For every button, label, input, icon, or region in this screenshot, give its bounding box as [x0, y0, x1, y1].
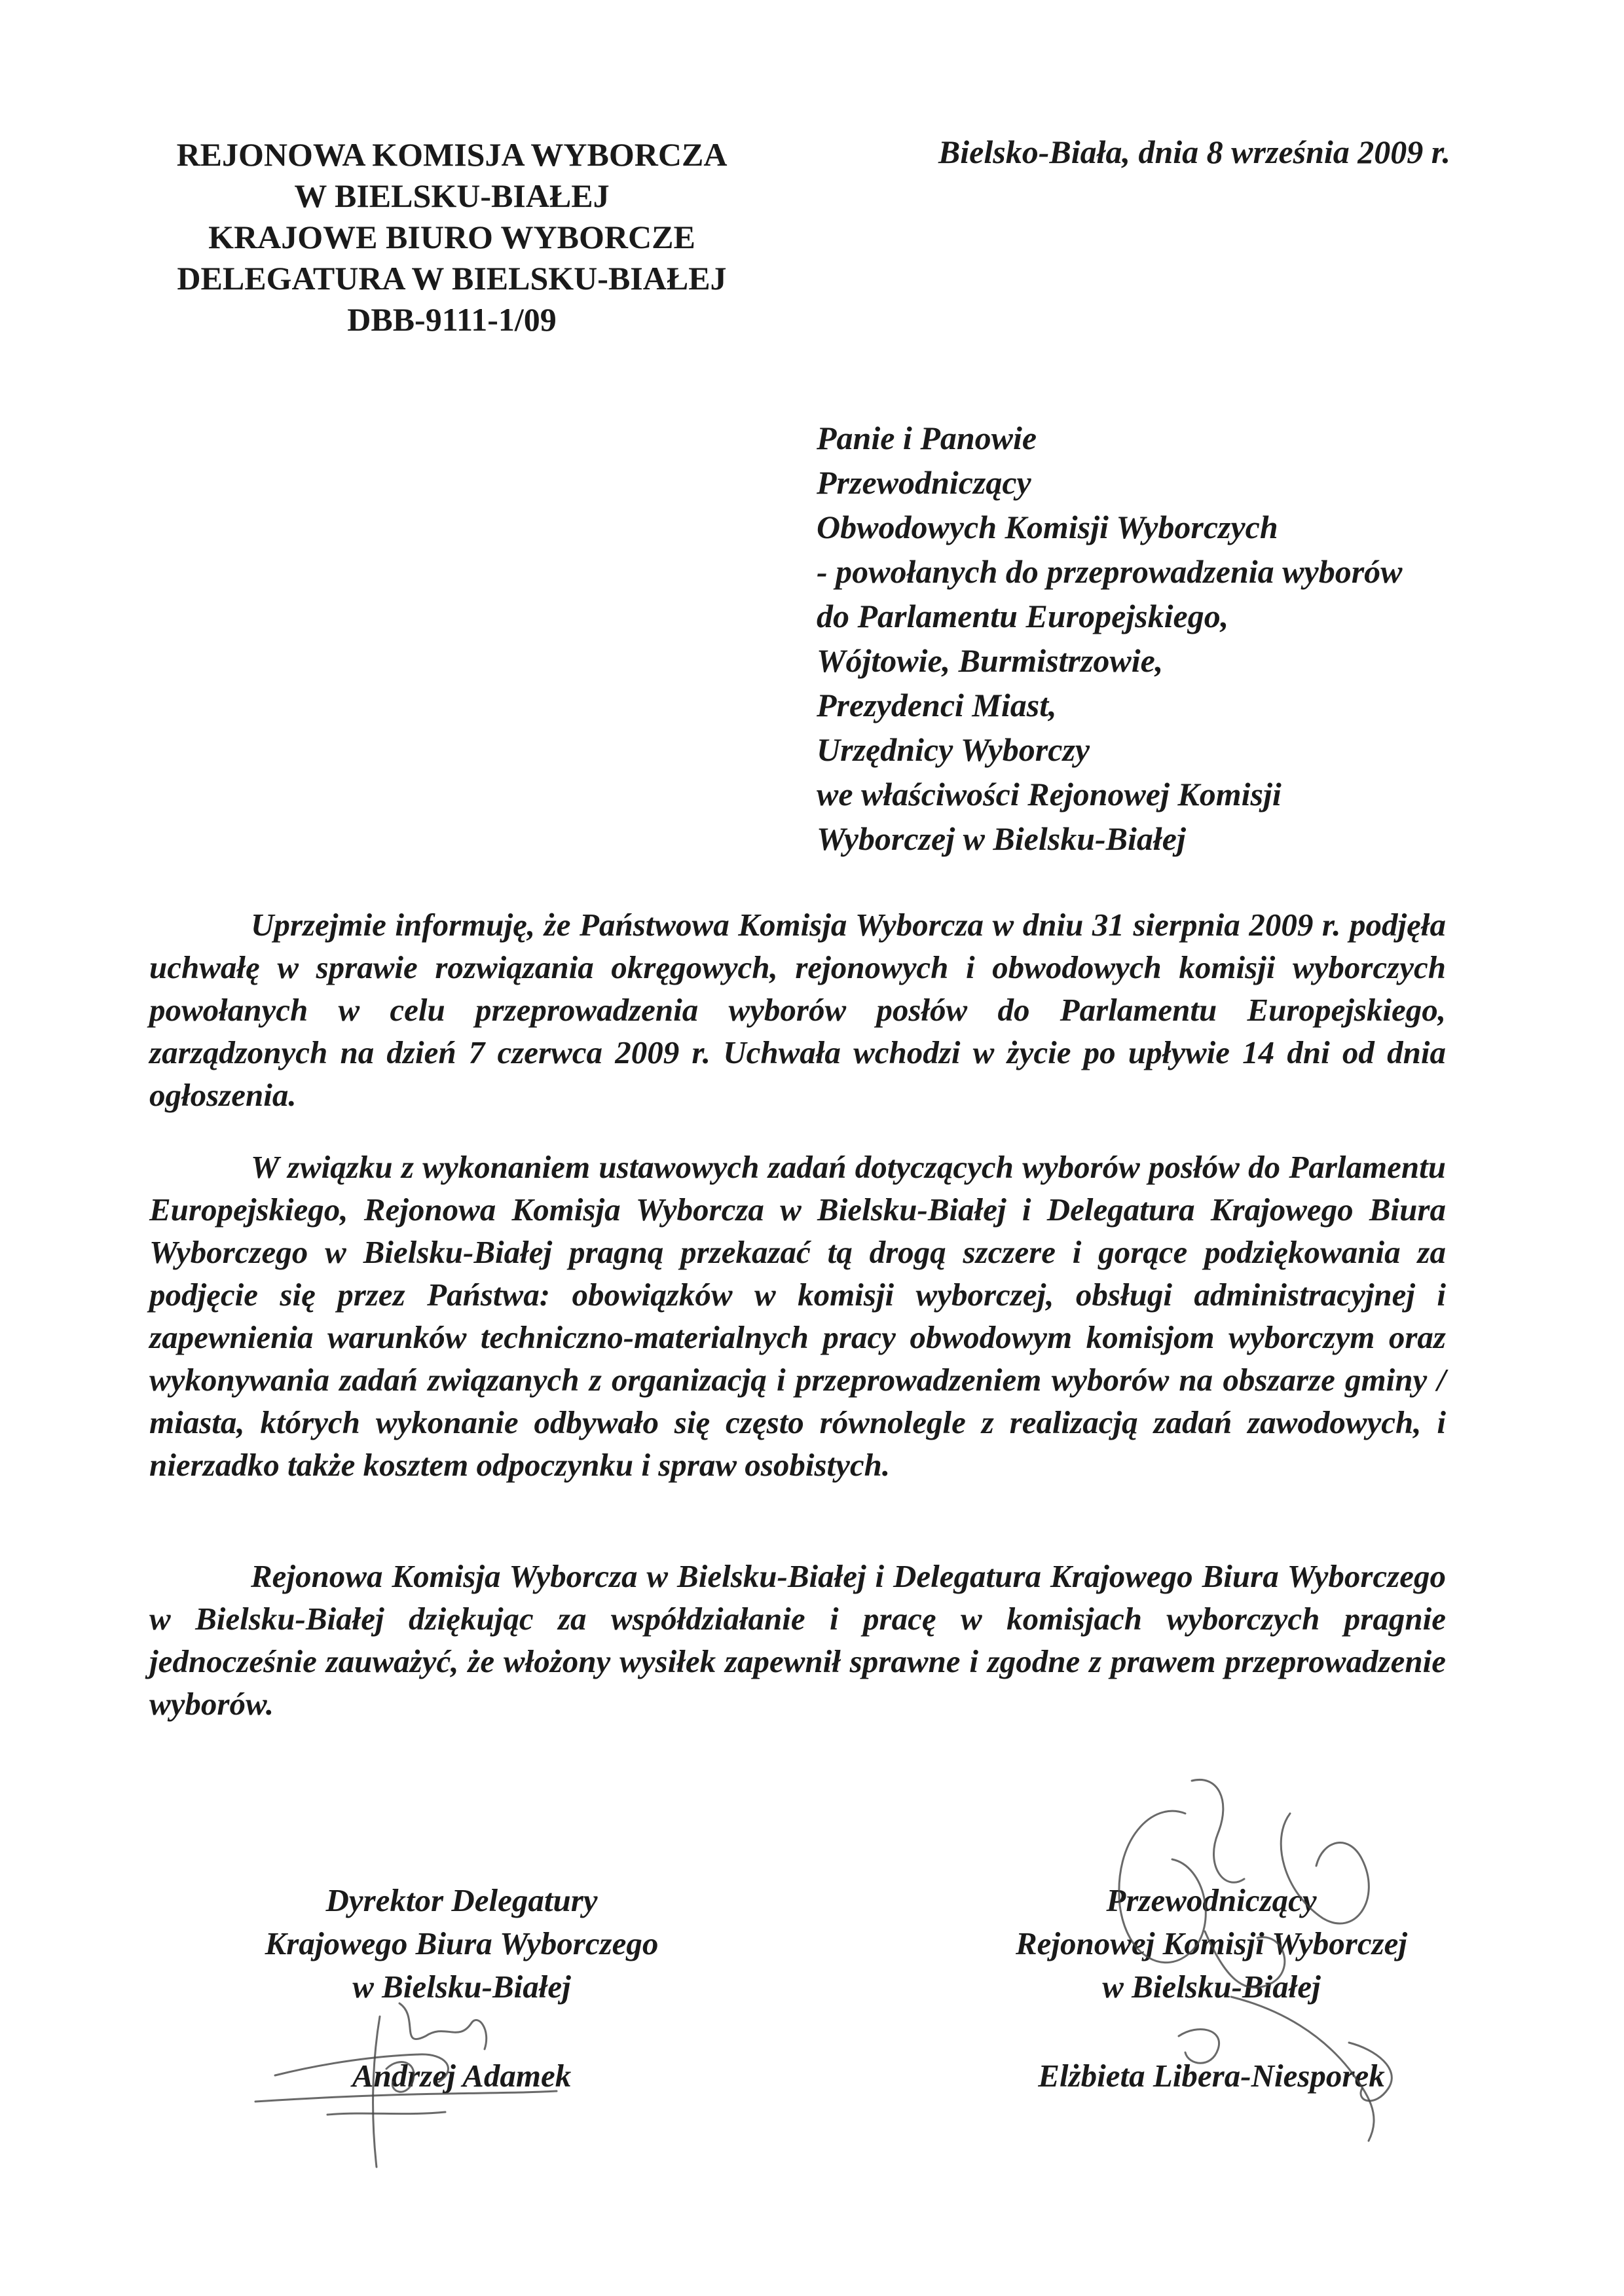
signatory-title: Dyrektor Delegatury	[325, 1882, 598, 1918]
addressee-line: Urzędnicy Wyborczy	[817, 731, 1090, 768]
body-paragraph-3	[149, 1555, 1446, 1725]
body-paragraph-1	[149, 903, 1446, 1116]
sender-block	[124, 134, 779, 340]
paragraph-text: Rejonowa Komisja Wyborcza w Bielsku-Białej i Delegatura Krajowego Biura Wyborczego w Bielsku-Białej dziękując za współdziałanie i pracę w komisjach wyborczych pragnie jednocześnie zauważyć, że włożony wysiłek zapewnił sprawne i zgodne z prawem przeprowadzenie wyborów.	[149, 1558, 1446, 1722]
signatory-title: Rejonowej Komisji Wyborczej	[1015, 1925, 1408, 1961]
signatory-name: Andrzej Adamek	[352, 2058, 572, 2094]
signatory-title: Przewodniczący	[1106, 1882, 1317, 1918]
addressee-line: Prezydenci Miast,	[817, 687, 1057, 723]
addressee-line: - powołanych do przeprowadzenia wyborów	[817, 553, 1403, 590]
reference-number: DBB-9111-1/09	[347, 301, 557, 338]
signatory-name: Elżbieta Libera-Niesporek	[1038, 2058, 1385, 2094]
signatory-title: Krajowego Biura Wyborczego	[265, 1925, 659, 1961]
sender-line: REJONOWA KOMISJA WYBORCZA	[176, 136, 728, 173]
sender-line: KRAJOWE BIURO WYBORCZE	[208, 219, 695, 255]
addressee-line: Przewodniczący	[817, 464, 1031, 501]
addressee-line: Panie i Panowie	[817, 420, 1037, 456]
addressee-block	[817, 416, 1403, 861]
addressee-line: do Parlamentu Europejskiego,	[817, 598, 1229, 634]
letter-date: Bielsko-Biała, dnia 8 września 2009 r.	[938, 134, 1450, 170]
signature-block-right	[963, 1879, 1460, 2098]
paragraph-text: W związku z wykonaniem ustawowych zadań dotyczących wyborów posłów do Parlamentu Europejskiego, Rejonowa Komisja Wyborcza w Bielsku-Białej i Delegatura Krajowego Biura Wyborczego w Bielsku-Białej pragną przekazać tą drogą szczere i gorące podziękowania za podjęcie się przez Państwa: obowiązków w komisji wyborczej, obsługi administracyjnej i zapewnienia warunków techniczno-materialnych pracy obwodowym komisjom wyborczym oraz wykonywania zadań związanych z organizacją i przeprowadzeniem wyborów na obszarze gminy / miasta, których wykonanie odbywało się często równolegle z realizacją zadań zawodowych, i nierzadko także kosztem odpoczynku i spraw osobistych.	[149, 1149, 1446, 1483]
addressee-line: Wójtowie, Burmistrzowie,	[817, 642, 1164, 679]
body-paragraph-2	[149, 1146, 1446, 1486]
paragraph-text: Uprzejmie informuję, że Państwowa Komisja Wyborcza w dniu 31 sierpnia 2009 r. podjęła uchwałę w sprawie rozwiązania okręgowych, rejonowych i obwodowych komisji wyborczych powołanych w celu przeprowadzenia wyborów posłów do Parlamentu Europejskiego, zarządzonych na dzień 7 czerwca 2009 r. Uchwała wchodzi w życie po upływie 14 dni od dnia ogłoszenia.	[149, 907, 1446, 1113]
addressee-line: Wyborczej w Bielsku-Białej	[817, 820, 1186, 857]
signature-block-left	[216, 1879, 707, 2098]
sender-line: DELEGATURA W BIELSKU-BIAŁEJ	[177, 260, 727, 297]
addressee-line: Obwodowych Komisji Wyborczych	[817, 509, 1278, 545]
sender-line: W BIELSKU-BIAŁEJ	[294, 177, 610, 214]
signatory-title: w Bielsku-Białej	[352, 1969, 571, 2005]
signatory-title: w Bielsku-Białej	[1102, 1969, 1321, 2005]
addressee-line: we właściwości Rejonowej Komisji	[817, 776, 1282, 812]
